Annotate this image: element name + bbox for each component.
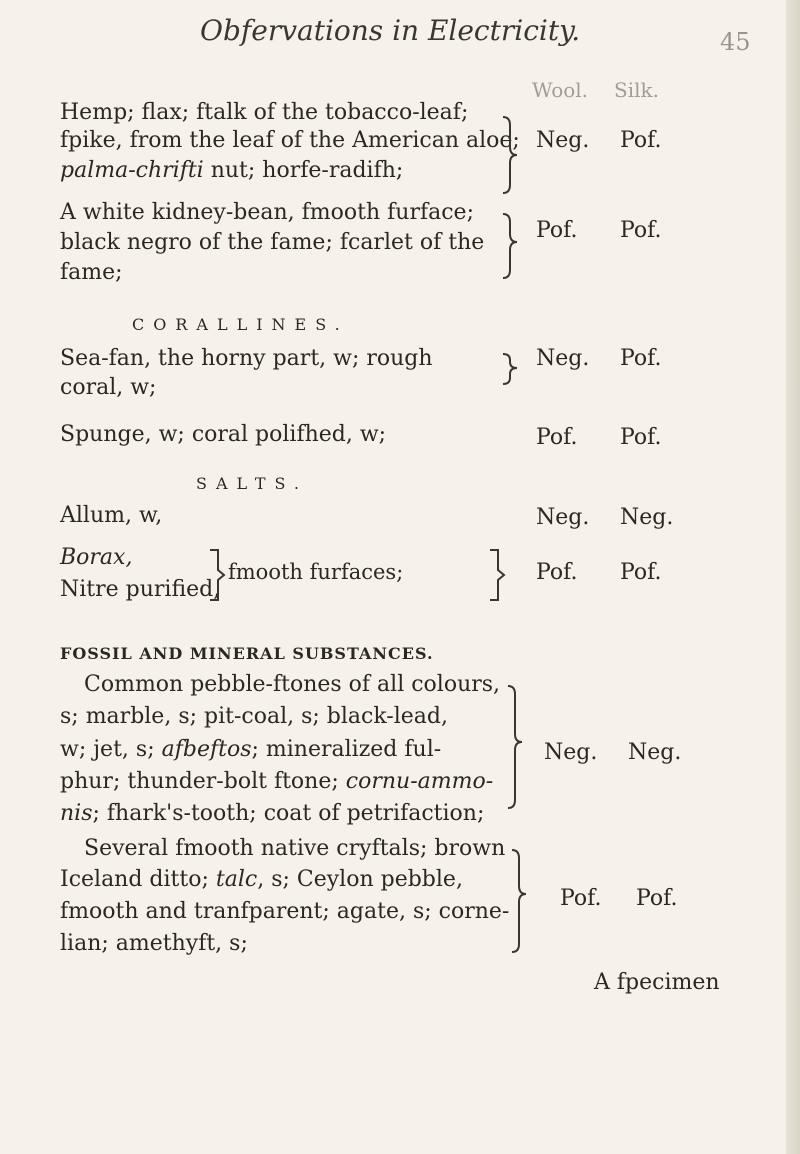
brace [503,214,517,278]
result-wool: Pof. [560,886,602,911]
result-wool: Neg. [536,128,590,153]
entry-line: Spunge, w; coral polifhed, w; [60,422,387,447]
result-silk: Pof. [620,425,662,450]
entry-note: fmooth furfaces; [228,560,404,584]
column-header-silk: Silk. [614,78,659,102]
section-heading-corallines: CORALLINES. [132,315,349,334]
result-wool: Pof. [536,560,578,585]
result-wool: Neg. [536,505,590,530]
result-wool: Neg. [536,346,590,371]
section-heading-salts: SALTS. [196,474,308,493]
entry-line: Nitre purified, [60,577,221,602]
entry-line: coral, w; [60,375,157,400]
brace [512,850,526,952]
entry-line: Several fmooth native cryftals; brown [84,836,506,861]
result-silk: Neg. [628,740,682,765]
result-wool: Pof. [536,425,578,450]
section-heading-fossil: FOSSIL AND MINERAL SUBSTANCES. [60,644,434,663]
entry-line: lian; amethyft, s; [60,931,248,956]
brace [508,686,522,808]
entry-line: Hemp; flax; ftalk of the tobacco-leaf; [60,100,469,125]
entry-line: Sea-fan, the horny part, w; rough [60,346,433,371]
brace [503,354,517,384]
result-silk: Pof. [620,560,662,585]
result-silk: Pof. [636,886,678,911]
entry-line: A white kidney-bean, fmooth furface; [60,200,474,225]
result-silk: Pof. [620,346,662,371]
result-silk: Pof. [620,128,662,153]
entry-line: Allum, w, [60,503,163,528]
entry-line: fpike, from the leaf of the American aloe; [60,128,520,153]
brace [490,550,504,600]
entry-line: s; marble, s; pit-coal, s; black-lead, [60,704,448,729]
entry-line: palma-chrifti nut; horfe-radifh; [60,158,404,183]
result-wool: Pof. [536,218,578,243]
entry-line: nis; fhark's-tooth; coat of petrifaction; [60,801,485,826]
result-silk: Neg. [620,505,674,530]
entry-line: fmooth and tranfparent; agate, s; corne- [60,899,510,924]
entry-line: fame; [60,260,123,285]
column-header-wool: Wool. [532,78,589,102]
running-header: Obfervations in Electricity. [200,14,581,47]
entry-line: Borax, [60,545,133,570]
page-edge [786,0,800,1154]
catchword: A fpecimen [594,970,720,995]
entry-line: Iceland ditto; talc, s; Ceylon pebble, [60,867,463,892]
entry-line: w; jet, s; afbeftos; mineralized ful- [60,737,442,762]
page-number: 45 [720,28,751,56]
entry-line: black negro of the fame; fcarlet of the [60,230,485,255]
entry-line: phur; thunder-bolt ftone; cornu-ammo- [60,769,494,794]
entry-line: Common pebble-ftones of all colours, [84,672,501,697]
result-silk: Pof. [620,218,662,243]
result-wool: Neg. [544,740,598,765]
